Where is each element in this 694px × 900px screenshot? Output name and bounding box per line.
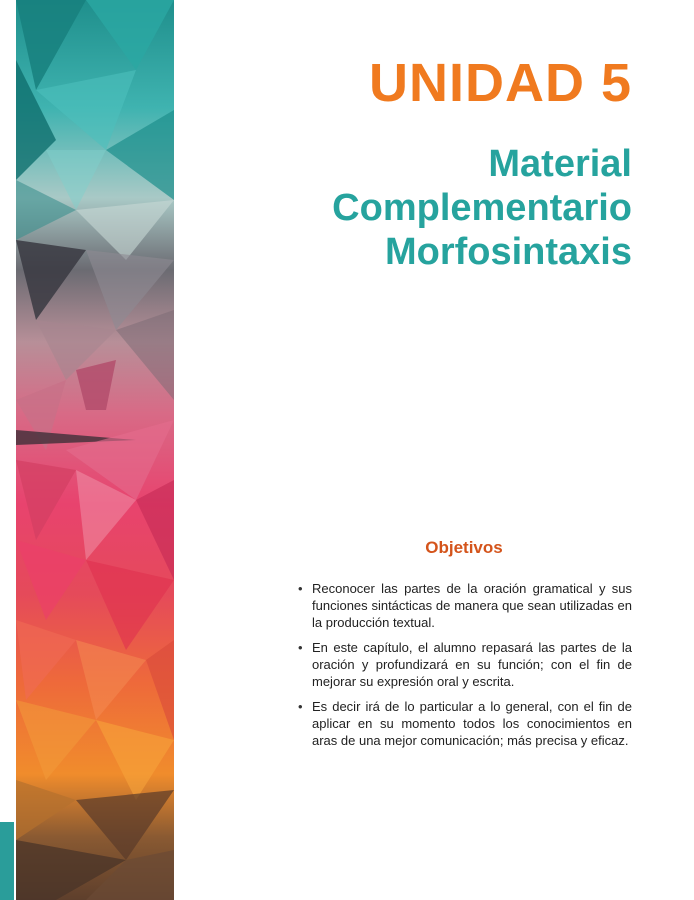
objectives-heading: Objetivos: [425, 538, 503, 557]
page-edge-strip: [0, 0, 16, 900]
bullet-icon: •: [298, 581, 303, 596]
objective-item: [296, 580, 632, 631]
geometric-pattern-image: [16, 0, 174, 900]
subtitle-line: Complementario: [332, 187, 632, 229]
objective-item: [296, 698, 632, 749]
objectives-list: [296, 580, 632, 749]
bullet-icon: •: [298, 699, 303, 714]
edge-tab: [0, 822, 14, 900]
subtitle-line: Material: [488, 143, 632, 185]
subtitle-line: Morfosintaxis: [384, 231, 632, 273]
objective-text: Reconocer las partes de la oración gramatical y sus funciones sintácticas de manera que sean utilizadas en la producción textual.: [312, 581, 632, 630]
objective-item: [296, 639, 632, 690]
objective-text: En este capítulo, el alumno repasará las partes de la oración y profundizará en su función; con el fin de mejorar su expresión oral y escrita.: [312, 640, 632, 689]
objective-text: Es decir irá de lo particular a lo general, con el fin de aplicar en su momento todos los conocimientos en aras de una mejor comunicación; más precisa y eficaz.: [312, 699, 632, 748]
unit-title: UNIDAD 5: [368, 53, 632, 113]
objectives-section: [296, 538, 632, 757]
bullet-icon: •: [298, 640, 303, 655]
decorative-banner: [16, 0, 174, 900]
unit-subtitle: [332, 142, 632, 274]
